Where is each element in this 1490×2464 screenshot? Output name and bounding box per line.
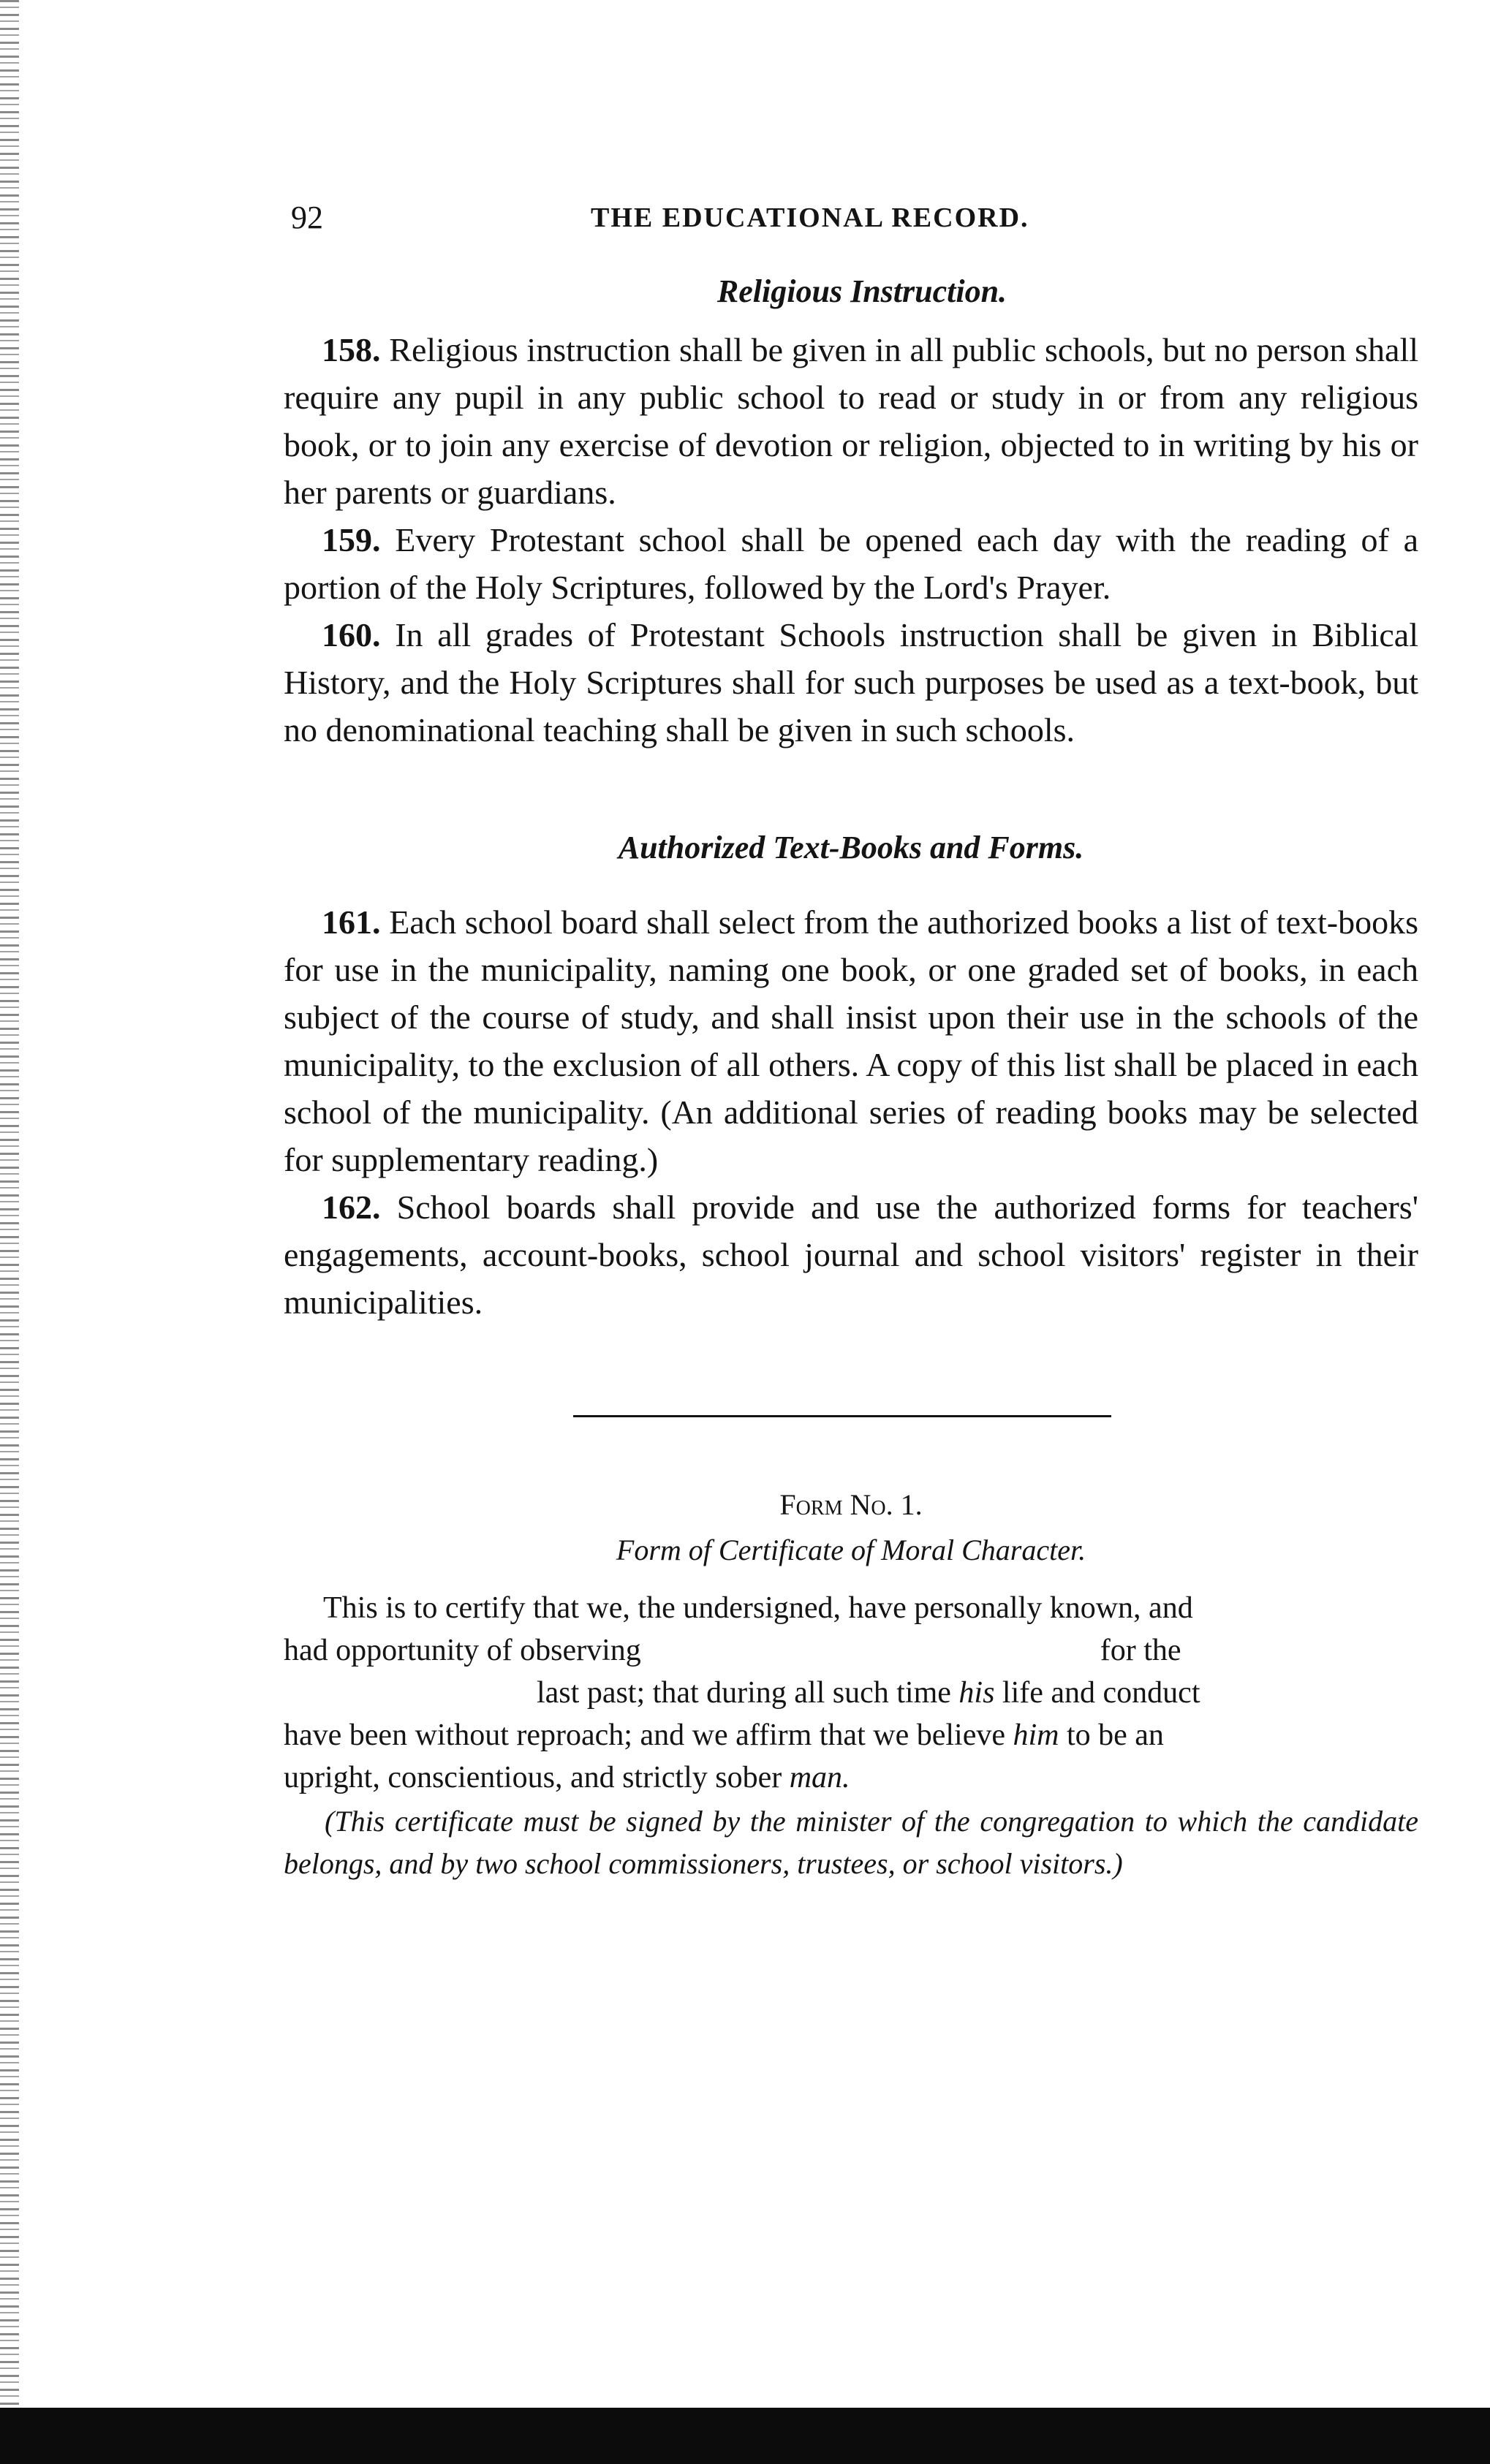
- paragraph-number: 158.: [322, 331, 381, 368]
- bottom-border-bar: [0, 2408, 1490, 2464]
- certificate-text-segment: have been without reproach; and we affirm that we believe: [284, 1718, 1005, 1752]
- paragraph-159: [284, 516, 1418, 611]
- paragraph-161: [284, 898, 1418, 1183]
- certificate-line: [284, 1672, 1418, 1714]
- certificate-note: (This certificate must be signed by the minister of the congregation to which the candidate belongs, and by two school commissioners, trustees, or school visitors.): [284, 1805, 1418, 1880]
- certificate-line: [284, 1629, 1418, 1672]
- certificate-text-segment: last past; that during all such time: [537, 1676, 951, 1710]
- paragraph-158: [284, 326, 1418, 516]
- certificate-text-segment: for the: [1100, 1634, 1181, 1667]
- section-divider-rule: [573, 1415, 1111, 1417]
- certificate-line: [284, 1756, 1418, 1799]
- paragraph-160: [284, 611, 1418, 754]
- noun-man: man.: [789, 1761, 850, 1794]
- running-title: THE EDUCATIONAL RECORD.: [591, 202, 1029, 233]
- paragraph-text: Each school board shall select from the authorized books a list of text-books for use in the municipality, naming one book, or one graded set of books, in each subject of the course of study, and shall insist upon their use in the schools of the municipality, to the exclusion of all others. A copy of this list shall be placed in each school of the municipality. (An additional series of reading books may be selected for supplementary reading.): [284, 903, 1418, 1178]
- section-heading-religious-instruction: Religious Instruction.: [716, 273, 1007, 309]
- certificate-line: This is to certify that we, the undersigned, have personally known, and: [323, 1591, 1193, 1625]
- form-title: Form of Certificate of Moral Character.: [616, 1534, 1086, 1566]
- paragraph-number: 159.: [322, 521, 381, 558]
- pronoun-him: him: [1013, 1718, 1059, 1752]
- paragraph-text: Every Protestant school shall be opened each day with the reading of a portion of the Holy Scriptures, followed by the Lord's Prayer.: [284, 521, 1418, 606]
- section-heading-authorized-text-books: Authorized Text-Books and Forms.: [618, 830, 1084, 865]
- paragraph-text: School boards shall provide and use the authorized forms for teachers' engagements, account-books, school journal and school visitors' register in their municipalities.: [284, 1189, 1418, 1321]
- pronoun-his: his: [958, 1676, 995, 1710]
- paragraph-text: Religious instruction shall be given in all public schools, but no person shall require any pupil in any public school to read or study in or from any religious book, or to join any exercise of devotion or religion, objected to in writing by his or her parents or guardians.: [284, 331, 1418, 511]
- paragraph-text: In all grades of Protestant Schools instruction shall be given in Biblical History, and the Holy Scriptures shall for such purposes be used as a text-book, but no denominational teaching shall be given in such schools.: [284, 616, 1418, 748]
- page-content: [284, 270, 1418, 1885]
- certificate-text-segment: life and conduct: [994, 1676, 1200, 1710]
- binding-edge: [0, 0, 19, 2464]
- paragraph-number: 162.: [322, 1189, 381, 1226]
- certificate-text: [284, 1587, 1418, 1799]
- certificate-text-segment: to be an: [1059, 1718, 1164, 1752]
- certificate-text-segment: had opportunity of observing: [284, 1634, 641, 1667]
- paragraph-162: [284, 1183, 1418, 1326]
- paragraph-number: 160.: [322, 616, 381, 653]
- paragraph-number: 161.: [322, 903, 381, 941]
- page-header: [0, 196, 1490, 240]
- certificate-text-segment: upright, conscientious, and strictly sober: [284, 1761, 782, 1794]
- page-number: 92: [291, 200, 323, 235]
- form-number: Form No. 1.: [779, 1488, 923, 1521]
- certificate-line: [284, 1714, 1418, 1756]
